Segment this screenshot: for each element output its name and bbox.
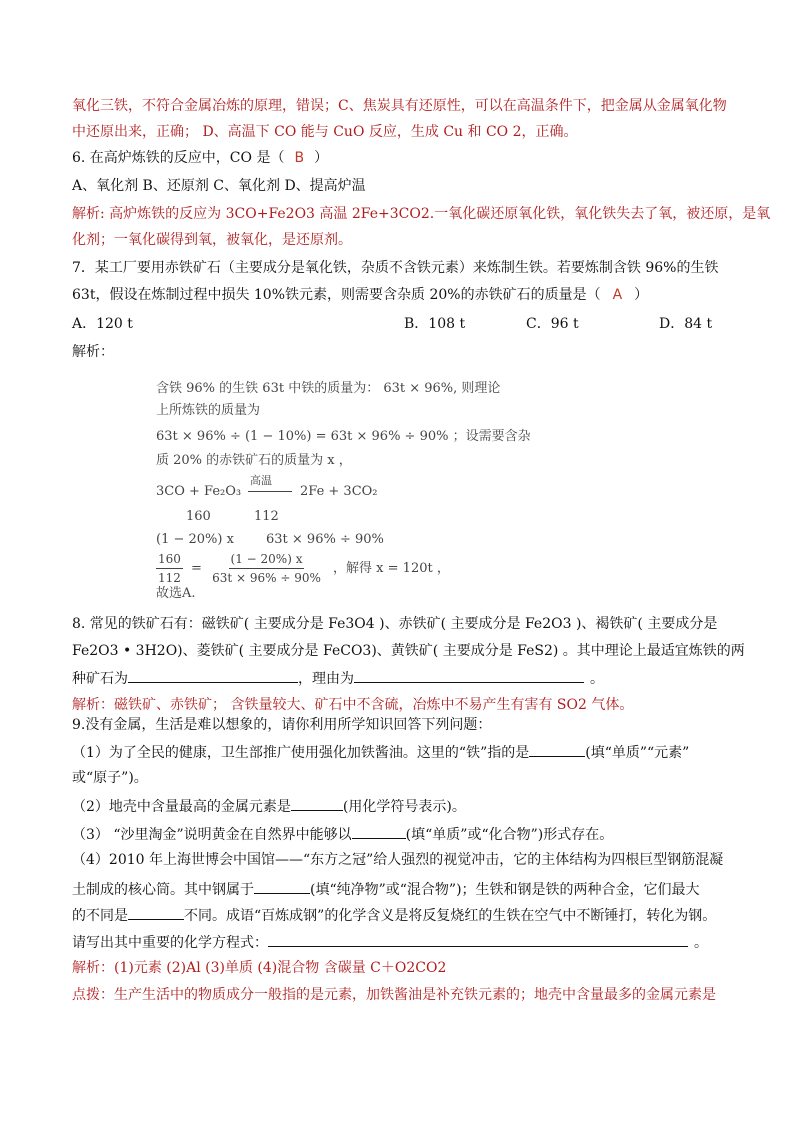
question-text: 。: [694, 935, 708, 951]
answer-blank[interactable]: [128, 668, 298, 683]
solution-9: 解析：(1)元素 (2)Al (3)单质 (4)混合物 含碳量 C＋O2CO2: [72, 960, 447, 976]
question-9-4: [72, 879, 700, 900]
molar-value: 112: [254, 509, 279, 524]
answer: B: [294, 150, 305, 166]
solution-label: 解析：: [72, 344, 114, 360]
text-line: 中还原出来，正确； D、高温下 CO 能与 CuO 反应，生成 Cu 和 CO 2，正确。: [72, 124, 578, 140]
answer: A: [612, 287, 623, 303]
solution-result: ，解得 x = 120t ，: [333, 561, 450, 576]
question-text: 的不同是: [72, 908, 128, 924]
question-text: ，理由为: [298, 671, 354, 687]
equation-condition: 高温: [250, 474, 272, 487]
solution-line: 含铁 96% 的生铁 63t 中铁的质量为： 63t × 96%, 则理论: [156, 381, 501, 396]
proportion: $\frac{160}{112}$ = $\frac{(1 - 20\%) x}{63t \times 96\% \div 90\%}$ ，解得 x = 120t ，: [158, 552, 450, 585]
solution-line: 上所炼铁的质量为: [156, 403, 261, 418]
answer-blank[interactable]: [268, 932, 688, 947]
question-9-1: 或“原子”)。: [72, 770, 148, 786]
question-text: ）: [634, 287, 649, 303]
question-7: [72, 285, 648, 305]
question-text: (填“单质”或“化合物”)形式存在。: [405, 827, 614, 843]
question-9-3: [72, 824, 613, 845]
question-text: (填“单质”“元素”: [585, 745, 690, 761]
fraction: [156, 550, 183, 587]
solution-line: 63t × 96% ÷ 90%: [266, 532, 384, 547]
option-a: A．120 t: [72, 316, 133, 332]
option-b: B．108 t: [404, 316, 466, 332]
question-9-4: [72, 905, 716, 926]
equation-left: 3CO + Fe₂O₃: [156, 484, 242, 499]
question-text: 土制成的核心筒。其中钢属于: [72, 882, 254, 898]
solution-line: 故选A.: [156, 586, 196, 601]
question-9: 9.没有金属，生活是难以想象的，请你利用所学知识回答下列问题：: [72, 717, 492, 733]
answer-blank[interactable]: [128, 905, 184, 920]
equation-right: 2Fe + 3CO₂: [300, 484, 378, 499]
solution-8: 解析：磁铁矿、赤铁矿； 含铁量较大、矿石中不含硫，冶炼中不易产生有害有 SO2 气体。: [72, 697, 634, 713]
question-text: （1）为了全民的健康，卫生部推广使用强化加铁酱油。这里的“铁”指的是: [72, 745, 530, 761]
solution-image: [156, 380, 536, 602]
solution-6-line: 化剂；一氧化碳得到氧，被氧化，是还原剂。: [72, 232, 352, 248]
question-text: （3） “沙里淘金”说明黄金在自然界中能够以: [72, 827, 352, 843]
solution-line: 质 20% 的赤铁矿石的质量为 x ，: [156, 453, 352, 468]
question-9-4: （4）2010 年上海世博会中国馆——“东方之冠”给人强烈的视觉冲击，它的主体结构为四根巨型钢筋混凝: [72, 852, 724, 868]
question-8: Fe2O3 • 3H2O)、菱铁矿( 主要成分是 FeCO3)、黄铁矿( 主要成分是 FeS2) 。其中理论上最适宜炼铁的两: [72, 643, 745, 659]
answer-blank[interactable]: [354, 668, 584, 683]
fraction: [210, 550, 323, 587]
question-text: 种矿石为: [72, 671, 128, 687]
question-text: (填“纯净物”或“混合物”)；生铁和钢是铁的两种合金，它们最大: [310, 882, 700, 898]
denominator: 112: [158, 571, 181, 585]
question-text: 63t，假设在炼制过程中损失 10%铁元素，则需要含杂质 20%的赤铁矿石的质量是（: [72, 287, 601, 303]
text-line: 氧化三铁，不符合金属冶炼的原理，错误；C、焦炭具有还原性，可以在高温条件下，把金属从金属氧化物: [72, 98, 727, 114]
solution-line: (1 − 20%) x: [156, 532, 234, 547]
question-text: 6. 在高炉炼铁的反应中，CO 是（: [72, 150, 285, 166]
answer-blank[interactable]: [291, 796, 343, 811]
question-7: 7．某工厂要用赤铁矿石（主要成分是氧化铁，杂质不含铁元素）来炼制生铁。若要炼制含铁 96%的生铁: [72, 260, 719, 276]
question-6: [72, 148, 328, 168]
denominator: 63t × 96% ÷ 90%: [212, 571, 321, 585]
question-9-4: [72, 932, 708, 953]
question-8: [72, 668, 604, 689]
question-text: 不同。成语“百炼成钢”的化学含义是将反复烧红的生铁在空气中不断锤打，转化为钢。: [184, 908, 717, 924]
solution-line: 63t × 96% ÷ (1 − 10%) = 63t × 96% ÷ 90% ；设需要含杂: [156, 429, 531, 444]
answer-blank[interactable]: [254, 879, 310, 894]
molar-value: 160: [186, 509, 211, 524]
question-text: 。: [590, 671, 604, 687]
tip-9: 点拨：生产生活中的物质成分一般指的是元素，加铁酱油是补充铁元素的；地壳中含量最多的金属元素是: [72, 987, 716, 1003]
question-9-1: [72, 742, 689, 763]
option-d: D．84 t: [659, 316, 713, 332]
question-text: ）: [314, 150, 329, 166]
equation-arrow: [248, 491, 292, 492]
question-8: 8. 常见的铁矿石有：磁铁矿( 主要成分是 Fe3O4 )、赤铁矿( 主要成分是 Fe2O3 )、褐铁矿( 主要成分是: [72, 616, 718, 632]
option-c: C．96 t: [526, 316, 579, 332]
numerator: 160: [156, 550, 183, 569]
numerator: (1 − 20%) x: [229, 550, 305, 569]
question-9-2: [72, 796, 466, 817]
solution-6-line: 解析: 高炉炼铁的反应为 3CO+Fe2O3 高温 2Fe+3CO2.一氧化碳还原氧化铁，氧化铁失去了氧，被还原，是氧: [72, 206, 771, 222]
options-6: A、氧化剂 B、还原剂 C、氧化剂 D、提高炉温: [72, 178, 366, 194]
answer-blank[interactable]: [529, 742, 585, 757]
question-text: （2）地壳中含量最高的金属元素是: [72, 799, 291, 815]
question-text: (用化学符号表示)。: [342, 799, 466, 815]
question-text: 请写出其中重要的化学方程式：: [72, 935, 268, 951]
answer-blank[interactable]: [352, 824, 406, 839]
